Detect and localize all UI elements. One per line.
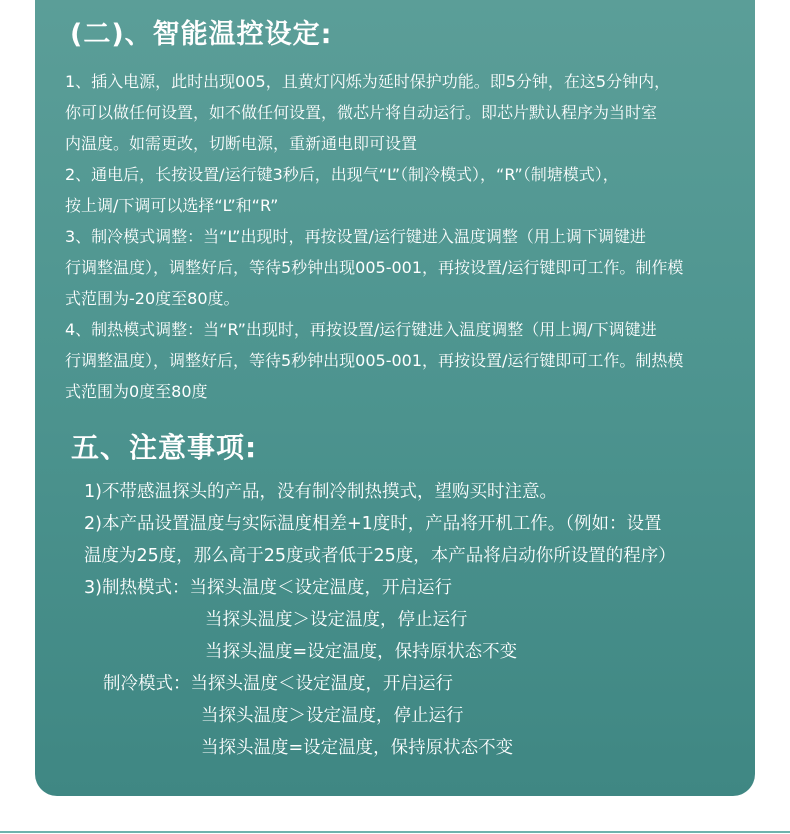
note-line: 当探头温度=设定温度，保持原状态不变 — [205, 642, 518, 662]
instruction-line: 式范围为-20度至80度。 — [65, 289, 240, 308]
instruction-line: 1、插入电源，此时出现005，且黄灯闪烁为延时保护功能。即5分钟，在这5分钟内， — [65, 72, 671, 91]
note-line: 1)不带感温探头的产品，没有制冷制热摸式，望购买时注意。 — [84, 482, 557, 502]
temperature-control-instructions — [65, 66, 755, 407]
bottom-divider — [0, 831, 790, 833]
notes-list — [84, 476, 754, 764]
section-title-temperature-control: (二)、智能温控设定: — [70, 19, 333, 50]
instruction-line: 2、通电后，长按设置/运行键3秒后，出现气“L”（制冷模式），“R”（制塘模式）， — [65, 165, 619, 184]
note-line: 温度为25度，那么高于25度或者低于25度，本产品将启动你所设置的程序） — [84, 546, 676, 566]
note-line: 制冷模式：当探头温度＜设定温度，开启运行 — [103, 674, 453, 694]
note-line: 当探头温度=设定温度，保持原状态不变 — [201, 738, 514, 758]
instruction-line: 行调整温度），调整好后，等待5秒钟出现005-001，再按设置/运行键即可工作。制作模 — [65, 258, 684, 277]
instruction-line: 3、制冷模式调整：当“L”出现时，再按设置/运行键进入温度调整（用上调下调键进 — [65, 227, 646, 246]
instruction-line: 内温度。如需更改，切断电源，重新通电即可设置 — [65, 134, 418, 153]
note-line: 2)本产品设置温度与实际温度相差+1度时，产品将开机工作。（例如：设置 — [84, 514, 662, 534]
note-line: 当探头温度＞设定温度，停止运行 — [201, 706, 464, 726]
instruction-line: 式范围为0度至80度 — [65, 382, 208, 401]
note-line: 3)制热模式：当探头温度＜设定温度，开启运行 — [84, 578, 452, 598]
note-line: 当探头温度＞设定温度，停止运行 — [205, 610, 468, 630]
instruction-line: 你可以做任何设置，如不做任何设置，微芯片将自动运行。即芯片默认程序为当时室 — [65, 103, 658, 122]
instruction-line: 行调整温度），调整好后，等待5秒钟出现005-001，再按设置/运行键即可工作。制热模 — [65, 351, 684, 370]
instruction-card — [35, 0, 755, 796]
section-title-notes: 五、注意事项: — [71, 431, 258, 464]
instruction-line: 按上调/下调可以选择“L”和“R” — [65, 196, 279, 215]
instruction-line: 4、制热模式调整：当“R”出现时，再按设置/运行键进入温度调整（用上调/下调键进 — [65, 320, 657, 339]
